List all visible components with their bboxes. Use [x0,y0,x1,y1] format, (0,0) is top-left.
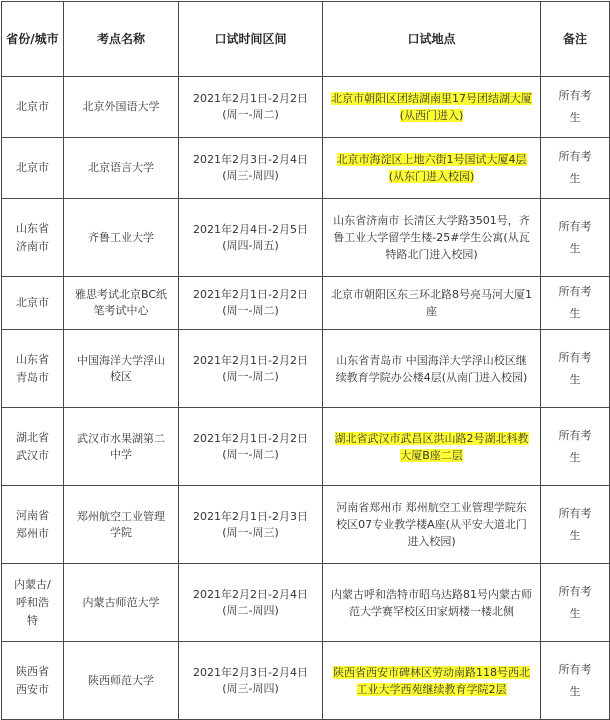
table-row [2,642,610,720]
addr-text: 北京市朝阳区东三环北路8号亮马河大厦1座 [331,288,532,318]
cell-addr [323,77,541,138]
cell-school: 郑州航空工业管理学院 [64,486,179,564]
cell-date: 2021年2月1日-2月3日 [193,509,308,523]
cell-note: 所有考生 [541,486,610,564]
cell-week: (周一-周三) [222,525,279,539]
table-row [2,77,610,138]
cell-time [179,77,323,138]
cell-note: 所有考生 [541,330,610,408]
table-row [2,330,610,408]
addr-text: 内蒙古呼和浩特市昭乌达路81号内蒙古师范大学赛罕校区田家炳楼一楼北侧 [331,587,532,618]
cell-city: 山东省青岛市 [2,330,64,408]
cell-week: (周三-周四) [222,169,279,182]
addr-text: 北京市海淀区上地六街1号国试大厦4层(从东门进入校园) [336,153,527,183]
cell-school: 北京语言大学 [64,138,179,199]
header-time: 口试时间区间 [179,2,323,77]
cell-city: 北京市 [2,77,64,138]
cell-note: 所有考生 [541,138,610,199]
cell-city: 湖北省武汉市 [2,408,64,486]
cell-week: (周四-周五) [222,238,279,252]
header-city: 省份/城市 [2,2,64,77]
cell-note: 所有考生 [541,408,610,486]
cell-addr [323,564,541,642]
table-row [2,277,610,330]
cell-date: 2021年2月1日-2月2日 [193,92,308,105]
header-school: 考点名称 [64,2,179,77]
addr-text: 河南省郑州市 郑州航空工业管理学院东校区07专业教学楼A座(从平安大道北门进入校园) [336,501,527,548]
cell-time [179,138,323,199]
cell-week: (周三-周四) [222,681,279,695]
cell-addr [323,330,541,408]
addr-text: 湖北省武汉市武昌区洪山路2号湖北科教大厦B座二层 [334,431,529,462]
addr-text: 山东省青岛市 中国海洋大学浮山校区继续教育学院办公楼4层(从南门进入校园) [335,353,528,384]
header-row [2,2,610,77]
cell-week: (周一-周二) [222,108,279,121]
table-row [2,564,610,642]
addr-text: 陕西省西安市碑林区劳动南路118号西北工业大学西苑继续教育学院2层 [333,665,530,696]
cell-note: 所有考生 [541,642,610,720]
cell-time [179,564,323,642]
cell-time [179,486,323,564]
cell-time [179,199,323,277]
cell-note: 所有考生 [541,277,610,330]
cell-time [179,277,323,330]
cell-date: 2021年2月3日-2月4日 [193,665,308,679]
cell-school: 武汉市水果湖第二中学 [64,408,179,486]
cell-addr [323,199,541,277]
cell-school: 陕西师范大学 [64,642,179,720]
cell-city: 北京市 [2,138,64,199]
cell-time [179,408,323,486]
table-row [2,138,610,199]
cell-addr [323,486,541,564]
cell-date: 2021年2月2日-2月4日 [193,587,308,601]
cell-note: 所有考生 [541,77,610,138]
exam-table [1,1,610,720]
cell-school: 雅思考试北京BC纸笔考试中心 [64,277,179,330]
addr-text: 北京市朝阳区团结湖南里17号团结湖大厦(从西门进入) [331,92,532,122]
header-note: 备注 [541,2,610,77]
table-row [2,199,610,277]
cell-city: 内蒙古/呼和浩特 [2,564,64,642]
cell-week: (周一-周二) [222,304,279,317]
cell-date: 2021年2月4日-2月5日 [193,222,308,236]
cell-city: 北京市 [2,277,64,330]
cell-addr [323,642,541,720]
cell-note: 所有考生 [541,199,610,277]
cell-time [179,330,323,408]
cell-school: 北京外国语大学 [64,77,179,138]
table-row [2,486,610,564]
cell-week: (周一-周二) [222,447,279,461]
cell-school: 内蒙古师范大学 [64,564,179,642]
cell-addr [323,138,541,199]
cell-city: 河南省郑州市 [2,486,64,564]
cell-city: 山东省济南市 [2,199,64,277]
header-addr: 口试地点 [323,2,541,77]
cell-date: 2021年2月3日-2月4日 [193,153,308,166]
cell-week: (周二-周四) [222,603,279,617]
cell-date: 2021年2月1日-2月2日 [193,353,308,367]
cell-week: (周一-周二) [222,369,279,383]
cell-time [179,642,323,720]
cell-addr [323,277,541,330]
cell-city: 陕西省西安市 [2,642,64,720]
table-row [2,408,610,486]
cell-date: 2021年2月1日-2月2日 [193,288,308,301]
cell-addr [323,408,541,486]
cell-date: 2021年2月1日-2月2日 [193,431,308,445]
cell-school: 齐鲁工业大学 [64,199,179,277]
cell-note: 所有考生 [541,564,610,642]
addr-text: 山东省济南市 长清区大学路3501号，齐鲁工业大学留学生楼-25#学生公寓(从瓦特路北门进入校园) [333,214,530,261]
cell-school: 中国海洋大学浮山校区 [64,330,179,408]
